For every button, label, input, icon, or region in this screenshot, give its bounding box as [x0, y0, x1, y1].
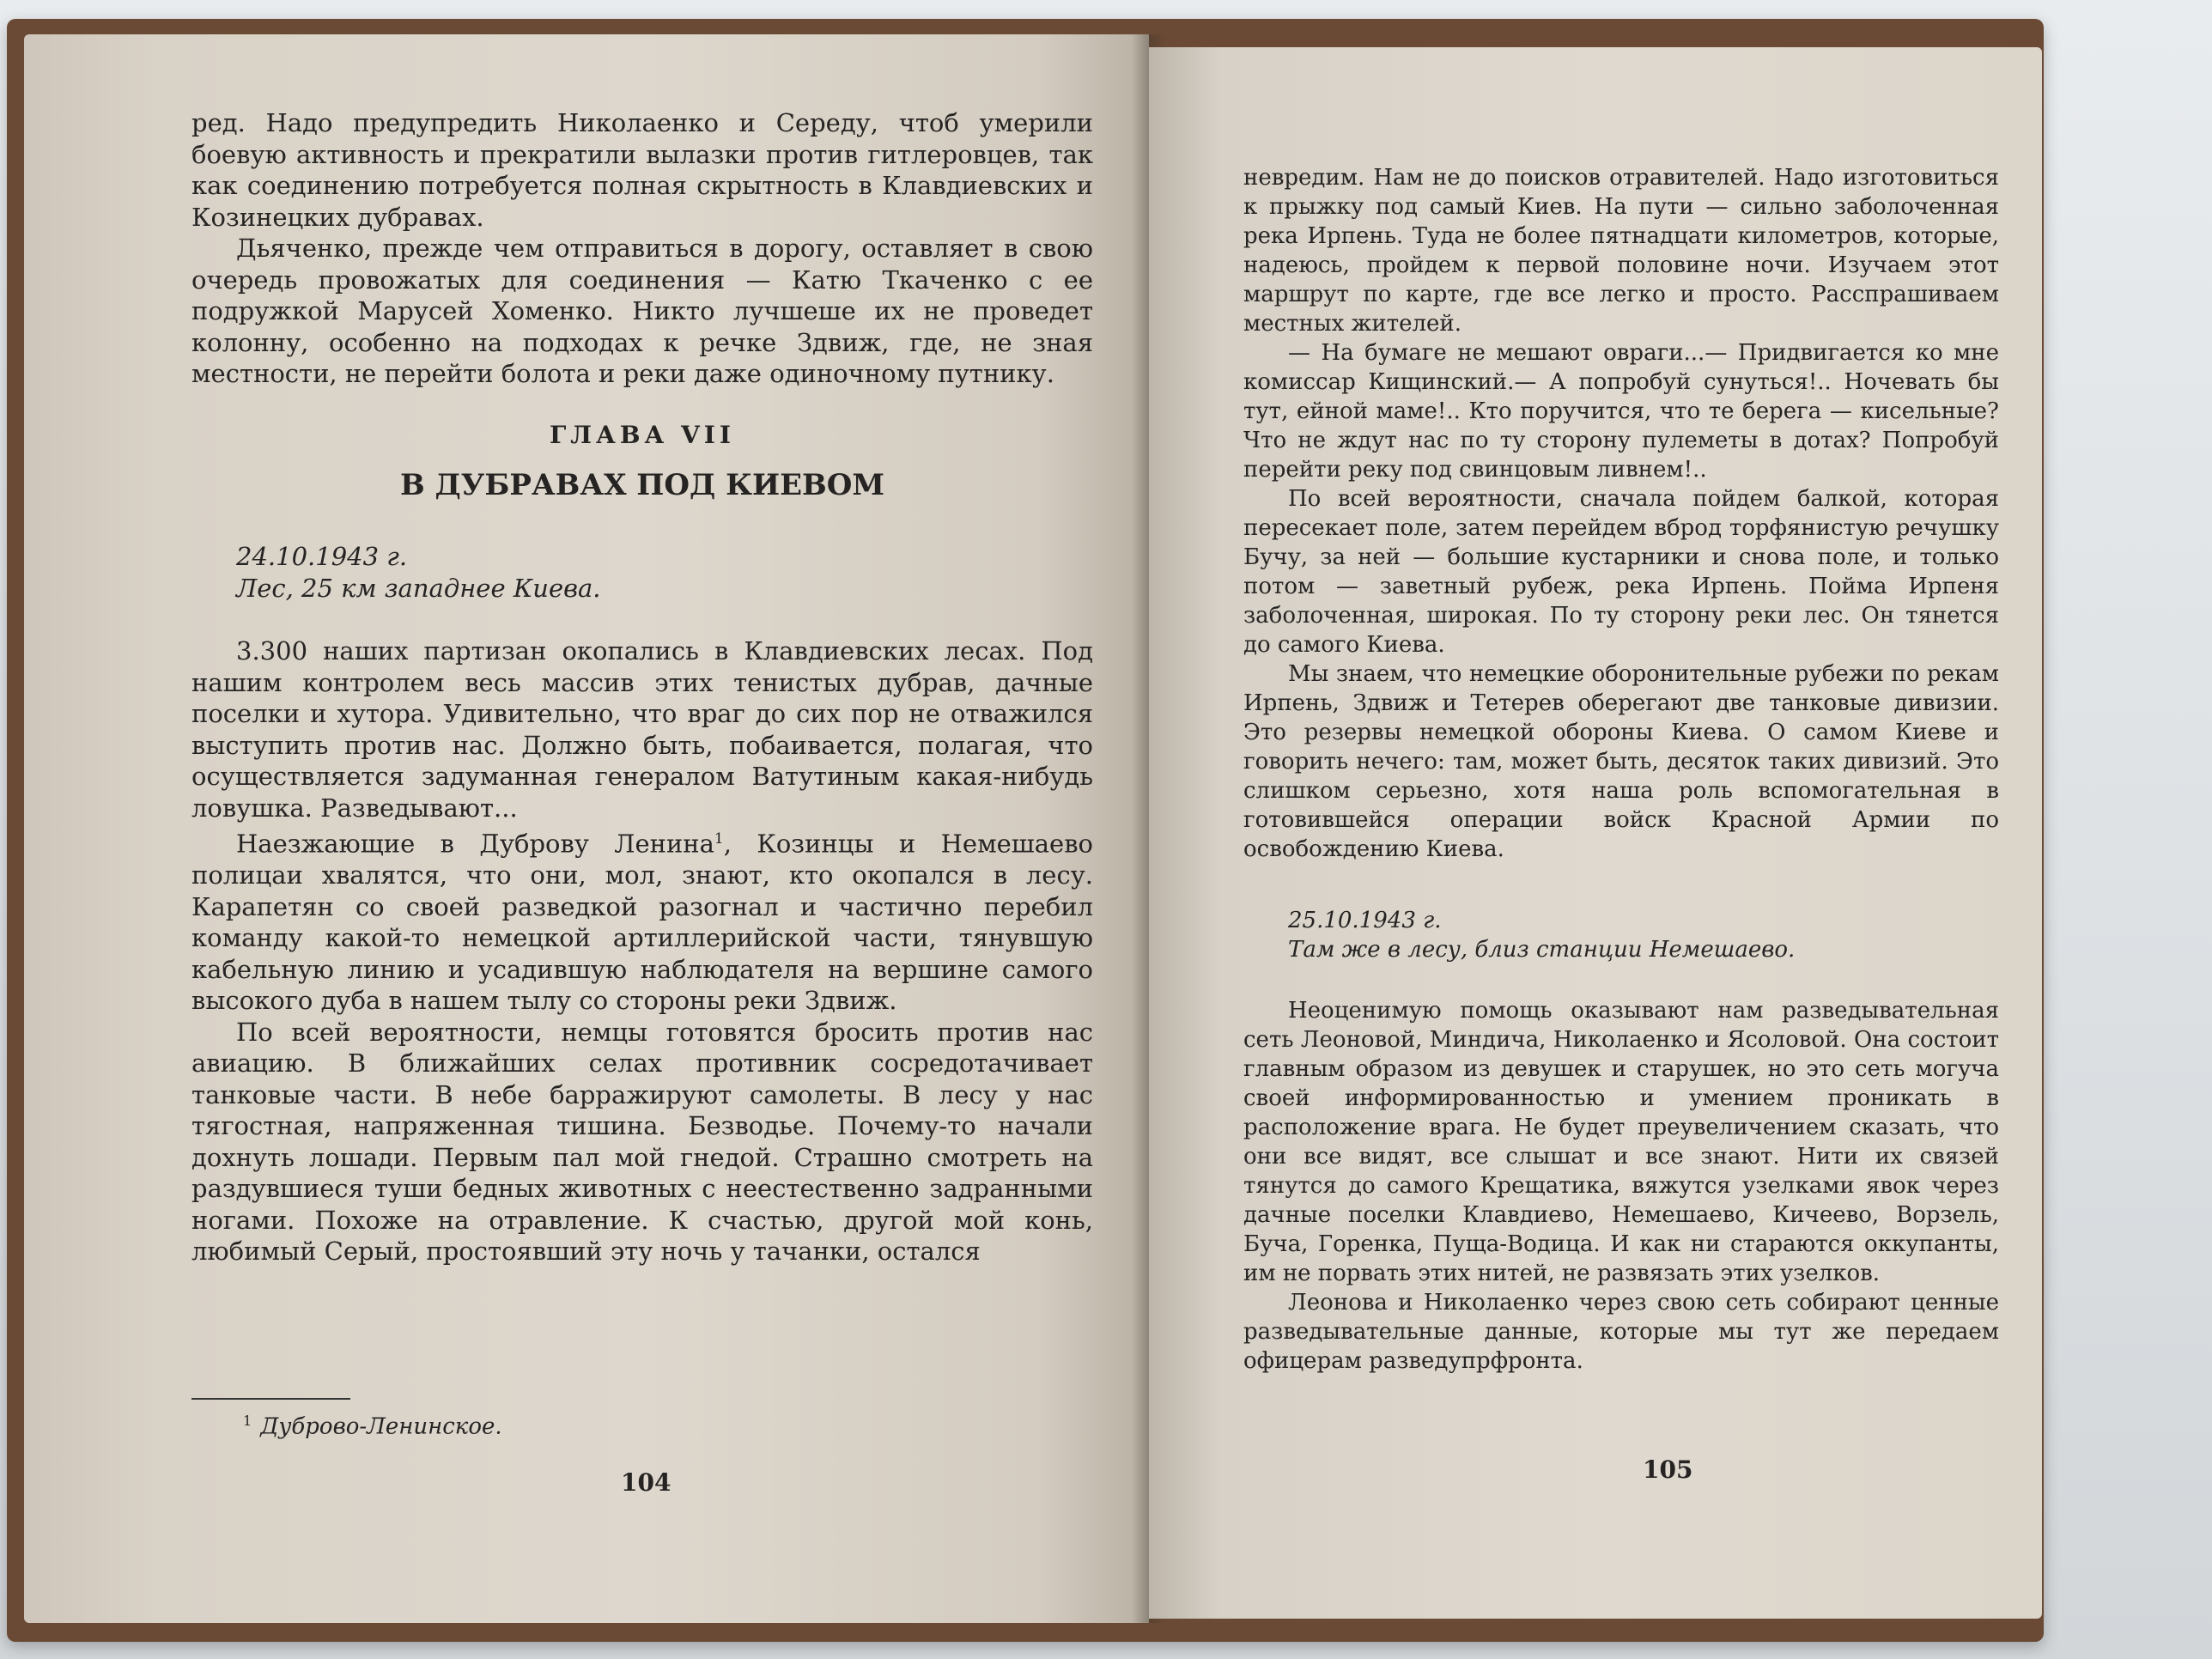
left-intro-text: [191, 107, 1093, 390]
left-paragraph-3: По всей вероятности, немцы готовятся бросить против нас авиацию. В ближайших селах противник сосредотачивает танковые части. В небе барражируют самолеты. В лесу у нас тягостная, напряженная тишина. Безводье. Почему-то начали дохнуть лошади. Первым пал мой гнедой. Страшно смотреть на раздувшиеся туши бедных животных с неестественно задранными ногами. Похоже на отравление. К счастью, другой мой конь, любимый Серый, простоявший эту ночь у тачанки, остался: [191, 1017, 1093, 1267]
right-paragraph-4: Мы знаем, что немецкие оборонительные рубежи по рекам Ирпень, Здвиж и Тетерев оберегают две танковые дивизии. Это резервы немецкой обороны Киева. О самом Киеве и говорить нечего: там, может быть, десяток таких дивизий. Это слишком серьезно, хотя наша роль вспомогательная в готовившейся операции войск Красной Армии по освобождению Киева.: [1243, 661, 1999, 862]
footnote-rule: [191, 1398, 350, 1400]
right-paragraph-6: Леонова и Николаенко через свою сеть собирают ценные разведывательные данные, которые мы тут же передаем офицерам разведупрфронта.: [1243, 1290, 1999, 1374]
right-upper-text: [1243, 163, 1999, 864]
right-paragraph-1: невредим. Нам не до поисков отравителей. Надо изготовиться к прыжку под самый Киев. На пути — сильно заболоченная река Ирпень. Туда не более пятнадцати километров, которые, надеюсь, пройдем к первой половине ночи. Изучаем этот маршрут по карте, где все легко и просто. Расспрашиваем местных жителей.: [1243, 165, 1999, 337]
footnote: [243, 1413, 502, 1440]
right-page: [1149, 47, 2042, 1619]
left-intro-paragraph-1: ред. Надо предупредить Николаенко и Середу, чтоб умерили боевую активность и прекратили вылазки против гитлеровцев, так как соединению потребуется полная скрытность в Клавдиевских и Козинецких дубравах.: [191, 108, 1093, 232]
left-dateline-place: Лес, 25 км западнее Киева.: [236, 573, 601, 603]
right-dateline-place: Там же в лесу, близ станции Немешаево.: [1288, 937, 1796, 963]
left-page-number: 104: [621, 1468, 672, 1497]
chapter-label: ГЛАВА VII: [549, 421, 736, 449]
right-dateline: [1243, 906, 1999, 964]
right-paragraph-5: Неоценимую помощь оказывают нам разведывательная сеть Леоновой, Миндича, Николаенко и Ясоловой. Она состоит главным образом из девушек и старушек, но это сеть могуча своей информированностью и умением проникать в расположение врага. Не будет преувеличением сказать, что они все видят, все слышат и все знают. Нити их связей тянутся до самого Крещатика, вяжутся узелками явок через дачные поселки Клавдиево, Немешаево, Кичеево, Ворзель, Буча, Горенка, Пуща-Водица. И как ни стараются оккупанты, им не порвать этих нитей, не развязать этих узелков.: [1243, 998, 1999, 1286]
chapter-title: В ДУБРАВАХ ПОД КИЕВОМ: [399, 468, 885, 502]
footnote-text: Дуброво-Ленинское.: [260, 1413, 502, 1440]
left-paragraph-2: [191, 823, 1093, 1017]
left-dateline-date: 24.10.1943 г.: [236, 542, 408, 571]
left-page: [24, 34, 1149, 1623]
footnote-mark: 1: [243, 1413, 252, 1429]
footnote-reference: 1: [714, 830, 724, 848]
left-intro-paragraph-2: Дьяченко, прежде чем отправиться в дорогу, оставляет в свою очередь провожатых для соединения — Катю Ткаченко с ее подружкой Марусей Хоменко. Никто лучшеше их не проведет колонну, особенно на подходах к речке Здвиж, где, не зная местности, не перейти болота и реки даже одиночному путнику.: [191, 234, 1093, 388]
right-page-number: 105: [1643, 1455, 1693, 1484]
left-dateline: [191, 541, 1093, 604]
right-paragraph-2: — На бумаге не мешают овраги...— Придвигается ко мне комиссар Кищинский.— А попробуй сунуться!.. Ночевать бы тут, ейной маме!.. Кто поручится, что те берега — кисельные? Что не ждут нас по ту сторону пулеметы в дотах? Попробуй перейти реку под свинцовым ливнем!..: [1243, 340, 1999, 483]
left-main-text: [191, 635, 1093, 1267]
left-paragraph-2-start: Наезжающие в Дуброву Ленина: [236, 829, 714, 859]
right-paragraph-3: По всей вероятности, сначала пойдем балкой, которая пересекает поле, затем перейдем вброд торфянистую речушку Бучу, за ней — большие кустарники и снова поле, и только потом — заветный рубеж, река Ирпень. Пойма Ирпеня заболоченная, широкая. По ту сторону реки лес. Он тянется до самого Киева.: [1243, 486, 1999, 658]
right-dateline-date: 25.10.1943 г.: [1288, 908, 1442, 933]
right-lower-text: [1243, 996, 1999, 1376]
left-paragraph-1: 3.300 наших партизан окопались в Клавдиевских лесах. Под нашим контролем весь массив этих тенистых дубрав, дачные поселки и хутора. Удивительно, что враг до сих пор не отважился выступить против нас. Должно быть, побаивается, полагая, что осуществляется задуманная генералом Ватутиным какая-нибудь ловушка. Разведывают...: [191, 636, 1093, 823]
left-paragraph-2-rest: , Козинцы и Немешаево полицаи хвалятся, что они, мол, знают, кто окопался в лесу. Карапетян со своей разведкой разогнал и частично перебил команду какой-то немецкой артиллерийской части, тянувшую кабельную линию и усадившую наблюдателя на вершине самого высокого дуба в нашем тылу со стороны реки Здвиж.: [191, 829, 1093, 1016]
